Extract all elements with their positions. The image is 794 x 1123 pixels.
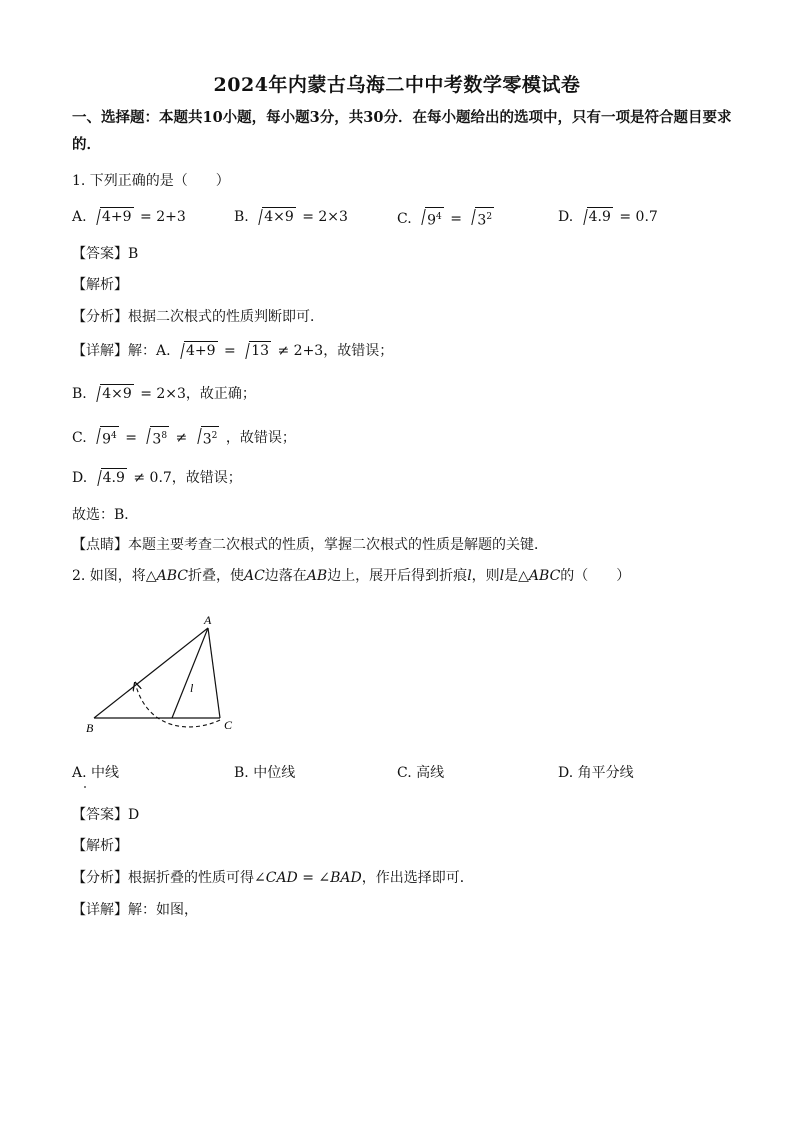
sqrt-symbol — [175, 341, 218, 361]
q1-analysis-heading: 【解析】 — [72, 277, 128, 293]
side-ab — [94, 628, 208, 718]
page-title: 2024年内蒙古乌海二中中考数学零模试卷 — [213, 74, 581, 96]
equals-sign: = — [450, 210, 462, 227]
sqrt-symbol — [253, 207, 296, 227]
q2-analysis-heading: 【解析】 — [72, 838, 128, 854]
radicand: 3 — [202, 431, 212, 448]
option-label: B. — [234, 209, 249, 225]
stem-text: 是 — [504, 568, 519, 584]
sqrt-symbol — [578, 207, 613, 227]
radicand: 3 — [477, 212, 487, 229]
radicand: 13 — [251, 343, 270, 359]
crease-label: l — [499, 568, 505, 584]
exponent: 4 — [436, 212, 442, 222]
radicand: 4×9 — [102, 386, 132, 402]
q1-detail-b — [72, 384, 256, 404]
vertex-label-b: B — [86, 721, 94, 735]
stray-dot — [84, 786, 86, 788]
sqrt-symbol — [91, 426, 119, 450]
q2-analysis — [72, 868, 474, 888]
stem-text: ，则 — [471, 568, 500, 584]
triangle-symbol: △ABC — [145, 568, 188, 584]
detail-prefix: B. — [72, 386, 87, 402]
q1-detail-d — [72, 468, 242, 488]
question-2-stem — [72, 566, 630, 586]
q2-option-d[interactable]: D. 角平分线 — [558, 765, 634, 781]
crease-label: l — [190, 681, 194, 695]
not-equal-sign: ≠ — [175, 429, 188, 446]
option-label: D. — [558, 209, 574, 225]
segment-label: AB — [306, 568, 328, 584]
section-heading: 一、选择题：本题共10小题，每小题3分，共30分．在每小题给出的选项中，只有一项是符合题目要求的． — [72, 109, 732, 153]
q1-option-d[interactable] — [558, 207, 658, 227]
sqrt-symbol — [192, 426, 220, 450]
detail-prefix: D. — [72, 470, 88, 486]
q1-option-b[interactable] — [234, 207, 348, 227]
detail-rest: ≠ 2+3，故错误； — [277, 343, 394, 359]
q2-answer: 【答案】D — [72, 807, 140, 823]
sqrt-symbol — [141, 426, 169, 450]
radicand: 4×9 — [264, 209, 294, 225]
stem-text: 边落在 — [264, 568, 307, 584]
q1-option-a[interactable] — [72, 207, 186, 227]
radicand: 4.9 — [588, 209, 611, 225]
equals-sign: = — [125, 429, 137, 446]
detail-rest: = 2×3，故正确； — [140, 386, 256, 402]
fold-arrow — [136, 686, 220, 727]
stem-text: 折叠，使 — [187, 568, 244, 584]
q2-option-c[interactable]: C. 高线 — [397, 765, 445, 781]
segment-label: AC — [243, 568, 265, 584]
radicand: 9 — [102, 431, 112, 448]
vertex-label-c: C — [224, 718, 233, 732]
triangle-symbol: △ABC — [518, 568, 561, 584]
option-label: C. — [397, 210, 412, 227]
sqrt-symbol — [92, 468, 127, 488]
detail-rest: ≠ 0.7，故错误； — [133, 470, 242, 486]
exponent: 4 — [111, 431, 117, 441]
exponent: 2 — [211, 431, 218, 441]
radicand: 4+9 — [102, 209, 132, 225]
sqrt-symbol — [91, 207, 134, 227]
side-ac — [208, 628, 220, 718]
q2-detail: 【详解】解：如图， — [72, 902, 198, 918]
sqrt-symbol — [466, 207, 494, 231]
q1-analysis: 【分析】根据二次根式的性质判断即可． — [72, 309, 324, 325]
option-expression: = 2+3 — [140, 209, 186, 225]
q2-option-b[interactable]: B. 中位线 — [234, 765, 296, 781]
q1-comment: 【点睛】本题主要考查二次根式的性质，掌握二次根式的性质是解题的关键． — [72, 537, 548, 553]
q1-detail-a — [72, 341, 393, 361]
stem-text: 边上，展开后得到折痕 — [327, 568, 468, 584]
triangle-fold-figure — [80, 608, 250, 738]
radicand: 4.9 — [102, 470, 125, 486]
sqrt-symbol — [416, 207, 444, 231]
analysis-text: ，作出选择即可． — [361, 870, 474, 886]
radicand: 9 — [427, 212, 437, 229]
detail-rest: ，故错误； — [225, 429, 296, 446]
analysis-text: 【分析】根据折叠的性质可得 — [72, 870, 254, 886]
radicand: 3 — [152, 431, 162, 448]
exponent: 8 — [161, 431, 168, 441]
stem-text: 2. 如图，将 — [72, 568, 146, 584]
detail-prefix: C. — [72, 429, 87, 446]
sqrt-symbol — [91, 384, 134, 404]
radicand: 4+9 — [186, 343, 216, 359]
q1-answer: 【答案】B — [72, 246, 139, 262]
option-expression: = 0.7 — [619, 209, 658, 225]
sqrt-symbol — [240, 341, 271, 361]
q1-option-c[interactable] — [397, 207, 496, 231]
q2-option-a[interactable]: A. 中线 — [72, 765, 120, 781]
angle-equation: ∠CAD = ∠BAD — [254, 870, 362, 886]
stem-text: 的（ ） — [560, 568, 631, 584]
q1-choice: 故选：B． — [72, 507, 139, 523]
q1-detail-c — [72, 426, 296, 450]
crease-label: l — [467, 568, 472, 584]
exponent: 2 — [486, 212, 493, 222]
vertex-label-a: A — [204, 613, 212, 627]
equals-sign: = — [224, 343, 236, 359]
option-expression: = 2×3 — [302, 209, 348, 225]
detail-prefix: 【详解】解：A. — [72, 343, 171, 359]
option-label: A. — [72, 209, 87, 225]
question-1-stem: 1. 下列正确的是（ ） — [72, 173, 230, 189]
